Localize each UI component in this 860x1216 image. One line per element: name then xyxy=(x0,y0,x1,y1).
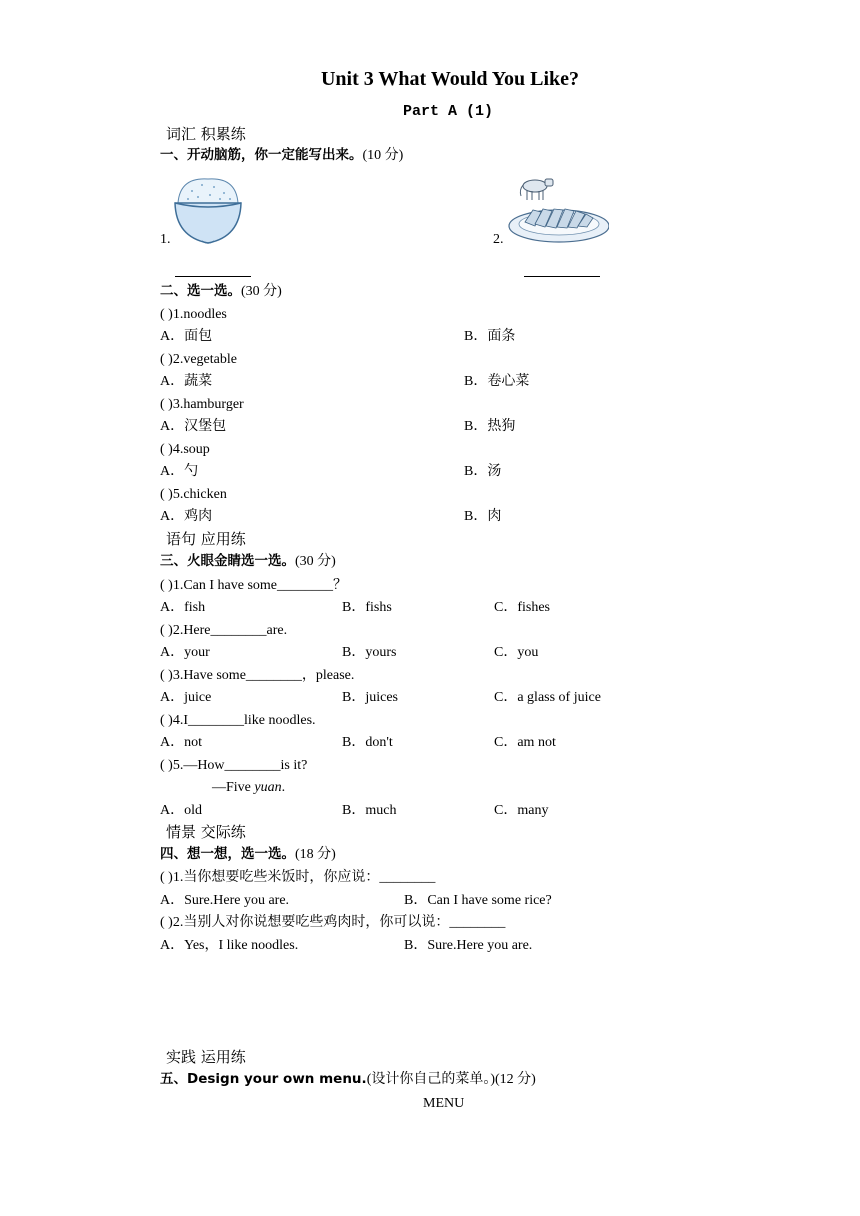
part3-q3-option-b: B．juices xyxy=(342,690,398,705)
part3-q2-option-a: A．your xyxy=(160,645,210,660)
rice-bowl-icon xyxy=(172,175,244,247)
part3-q4-option-b: B．don't xyxy=(342,735,393,750)
part1-item2-answer-line[interactable] xyxy=(524,262,600,277)
part3-q4-stem: ( )4.I________like noodles. xyxy=(160,713,316,728)
page-subtitle: Part A (1) xyxy=(403,103,494,120)
menu-label: MENU xyxy=(423,1096,465,1111)
part4-q1-stem: ( )1.当你想要吃些米饭时，你应说：________ xyxy=(160,870,436,885)
part3-q4-option-a: A．not xyxy=(160,735,202,750)
part2-q5-stem: ( )5.chicken xyxy=(160,487,227,502)
part3-q5-option-a: A．old xyxy=(160,803,202,818)
part1-item2-number: 2. xyxy=(493,232,504,247)
part2-q5-option-a: A．鸡肉 xyxy=(160,509,213,524)
part3-q5-stem: ( )5.—How________is it? xyxy=(160,758,308,773)
part2-q2-option-b: B．卷心菜 xyxy=(464,374,530,389)
part2-q4-option-b: B．汤 xyxy=(464,464,502,479)
part2-q1-option-b: B．面条 xyxy=(464,329,516,344)
part3-q5-option-c: C．many xyxy=(494,803,549,818)
part3-q3-option-a: A．juice xyxy=(160,690,212,705)
section-scene: 情景 交际练 xyxy=(166,823,246,841)
part2-heading: 二、选一选。(30 分) xyxy=(160,283,282,299)
part2-q2-stem: ( )2.vegetable xyxy=(160,352,237,367)
part3-heading: 三、火眼金睛选一选。(30 分) xyxy=(160,553,336,569)
part3-q5-reply: —Five yuan. xyxy=(212,780,286,795)
part3-q2-option-b: B．yours xyxy=(342,645,397,660)
part3-q1-option-b: B．fishs xyxy=(342,600,392,615)
part2-q3-option-b: B．热狗 xyxy=(464,419,516,434)
part2-q4-stem: ( )4.soup xyxy=(160,442,210,457)
part2-q3-option-a: A．汉堡包 xyxy=(160,419,227,434)
part1-item1-number: 1. xyxy=(160,232,171,247)
part1-item1-answer-line[interactable] xyxy=(175,262,251,277)
part3-q5-option-b: B．much xyxy=(342,803,397,818)
part4-q2-option-a: A．Yes，I like noodles. xyxy=(160,938,299,953)
part2-q2-option-a: A．蔬菜 xyxy=(160,374,213,389)
part4-heading: 四、想一想，选一选。(18 分) xyxy=(160,846,336,862)
part2-q4-option-a: A．勺 xyxy=(160,464,199,479)
part2-q1-stem: ( )1.noodles xyxy=(160,307,227,322)
part1-heading: 一、开动脑筋，你一定能写出来。(10 分) xyxy=(160,147,404,163)
part3-q1-option-c: C．fishes xyxy=(494,600,550,615)
part4-q2-option-b: B．Sure.Here you are. xyxy=(404,938,533,953)
part3-q3-stem: ( )3.Have some________，please. xyxy=(160,668,355,683)
part2-q3-stem: ( )3.hamburger xyxy=(160,397,244,412)
beef-plate-icon xyxy=(505,176,609,248)
part3-q2-stem: ( )2.Here________are. xyxy=(160,623,288,638)
part4-q2-stem: ( )2.当别人对你说想要吃些鸡肉时，你可以说：________ xyxy=(160,915,506,930)
part4-q1-option-b: B．Can I have some rice? xyxy=(404,893,552,908)
section-sentence: 语句 应用练 xyxy=(166,530,246,548)
part3-q1-option-a: A．fish xyxy=(160,600,206,615)
part2-q5-option-b: B．肉 xyxy=(464,509,502,524)
part3-q2-option-c: C．you xyxy=(494,645,539,660)
section-vocab: 词汇 积累练 xyxy=(166,125,246,143)
part3-q3-option-c: C．a glass of juice xyxy=(494,690,601,705)
part5-heading: 五、Design your own menu.(设计你自己的菜单。)(12 分) xyxy=(160,1071,536,1087)
part4-q1-option-a: A．Sure.Here you are. xyxy=(160,893,290,908)
part3-q1-stem: ( )1.Can I have some________？ xyxy=(160,578,348,593)
part3-q4-option-c: C．am not xyxy=(494,735,556,750)
page-title: Unit 3 What Would You Like? xyxy=(320,68,580,90)
part2-q1-option-a: A．面包 xyxy=(160,329,213,344)
section-practice: 实践 运用练 xyxy=(166,1048,246,1066)
